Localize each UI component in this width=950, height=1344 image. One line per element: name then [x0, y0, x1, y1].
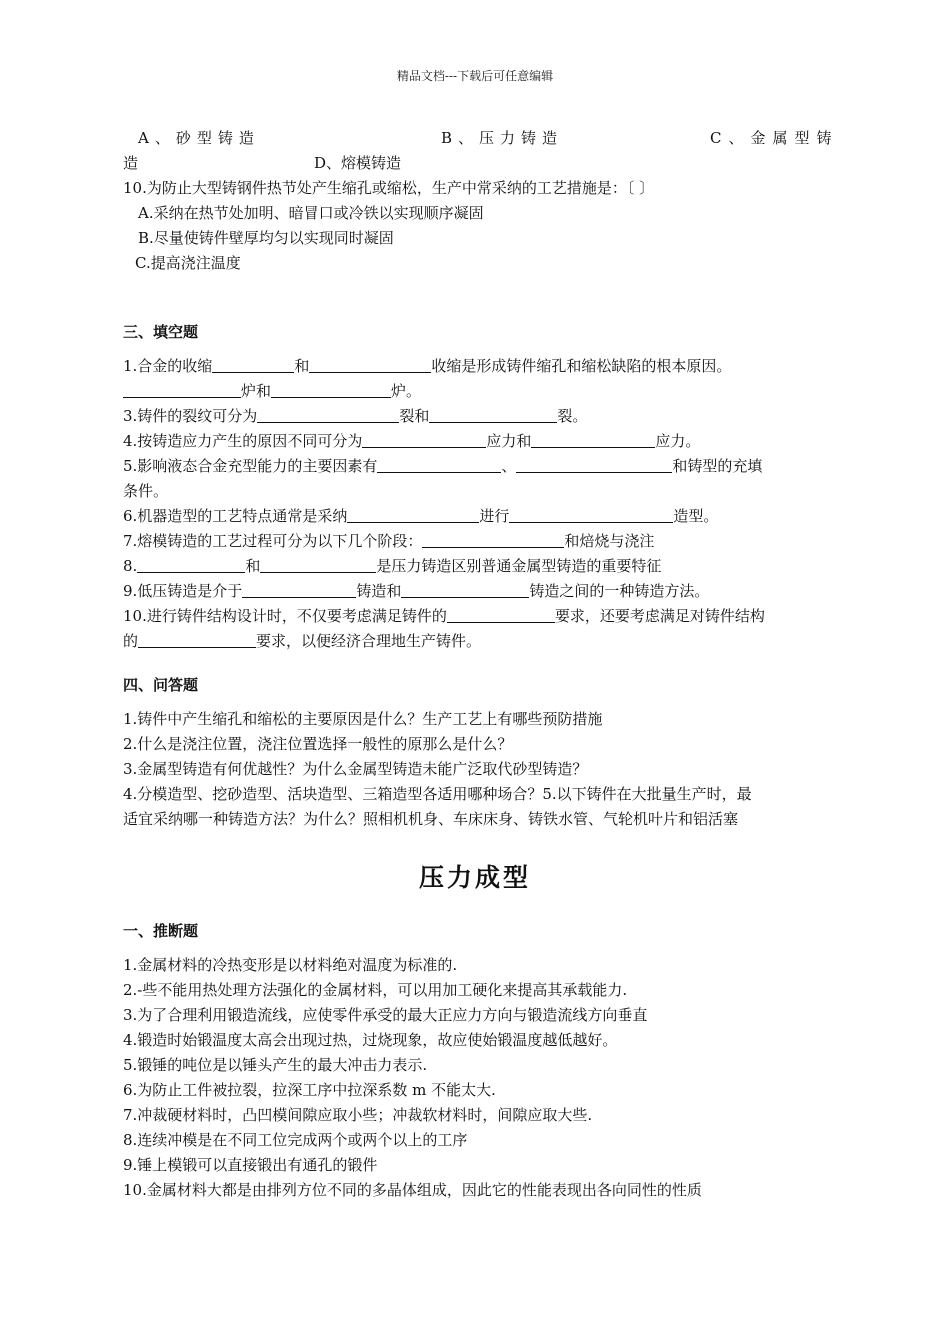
q10-option-c: C.提高浇注温度	[135, 254, 241, 272]
fill-2-text-b: 炉。	[391, 382, 422, 400]
fill-10-text-b: 要求，还要考虑满足对铸件结构	[554, 607, 765, 625]
fill-4-text-a: 4.按铸造应力产生的原因不同可分为	[123, 432, 363, 450]
fill-10-text-a: 10.进行铸件结构设计时，不仅要考虑满足铸件的	[123, 607, 447, 625]
fill-line-6	[123, 506, 831, 526]
fill-line-7	[123, 531, 831, 551]
option-b: B、压力铸造	[441, 129, 564, 147]
fill-5-text-b: 、	[501, 457, 517, 475]
blank	[362, 432, 486, 448]
fill-line-10	[123, 606, 831, 626]
fill-line-1	[123, 356, 831, 376]
blank	[509, 507, 673, 523]
fill-6-text-a: 6.机器造型的工艺特点通常是采纳	[123, 507, 348, 525]
qa-line-4: 4.分模造型、挖砂造型、活块造型、三箱造型各适用哪种场合？5.以下铸件在大批量生产时，最	[123, 785, 752, 803]
qa-heading: 四、问答题	[123, 676, 199, 694]
judge-heading: 一、推断题	[123, 922, 199, 940]
fill-6-text-c: 造型。	[673, 507, 719, 525]
fill-10-text-d: 要求，以便经济合理地生产铸件。	[256, 632, 482, 650]
judge-item: 9.锤上模锻可以直接锻出有通孔的锻件	[123, 1156, 378, 1174]
blank	[257, 407, 399, 423]
fill-3-text-b: 裂和	[399, 407, 430, 425]
fill-5-text-a: 5.影响液态合金充型能力的主要因素有	[123, 457, 378, 475]
qa-line-3: 3.金属型铸造有何优越性？为什么金属型铸造未能广泛取代砂型铸造？	[123, 760, 588, 778]
fill-7-text-a: 7.熔模铸造的工艺过程可分为以下几个阶段：	[123, 532, 423, 550]
option-c-continued: 造	[123, 154, 139, 172]
blank	[271, 382, 391, 398]
blank	[422, 532, 564, 548]
fill-line-5-cont: 条件。	[123, 482, 169, 500]
blank	[429, 407, 557, 423]
blank	[137, 557, 245, 573]
blank	[401, 582, 529, 598]
option-c: C、金属型铸	[710, 129, 839, 147]
judge-item: 8.连续冲模是在不同工位完成两个或两个以上的工序	[123, 1131, 468, 1149]
qa-line-2: 2.什么是浇注位置，浇注位置选择一般性的原那么是什么？	[123, 735, 513, 753]
fill-heading: 三、填空题	[123, 323, 199, 341]
q10-option-b: B.尽量使铸件壁厚均匀以实现同时凝固	[138, 229, 394, 247]
judge-item: 3.为了合理利用锻造流线，应使零件承受的最大正应力方向与锻造流线方向垂直	[123, 1006, 648, 1024]
fill-8-text-a: 8.	[123, 557, 138, 575]
blank	[347, 507, 479, 523]
option-d: D、熔模铸造	[314, 154, 402, 172]
blank	[377, 457, 501, 473]
fill-line-5	[123, 456, 831, 476]
fill-8-text-b: 和	[245, 557, 261, 575]
judge-item: 7.冲裁硬材料时，凸凹模间隙应取小些；冲裁软材料时，间隙应取大些.	[123, 1106, 593, 1124]
fill-8-text-c: 是压力铸造区别普通金属型铸造的重要特征	[376, 557, 662, 575]
fill-line-3	[123, 406, 831, 426]
blank	[138, 632, 256, 648]
blank	[309, 357, 431, 373]
fill-line-9	[123, 581, 831, 601]
fill-line-2	[123, 381, 831, 401]
blank	[212, 357, 294, 373]
judge-item: 1.金属材料的冷热变形是以材料绝对温度为标准的.	[123, 956, 458, 974]
fill-line-10-cont	[123, 631, 831, 651]
blank	[123, 382, 241, 398]
fill-9-text-c: 铸造之间的一种铸造方法。	[529, 582, 710, 600]
fill-5-text-c: 和铸型的充填	[672, 457, 763, 475]
fill-9-text-b: 铸造和	[356, 582, 402, 600]
blank	[260, 557, 376, 573]
fill-1-text-a: 1.合金的收缩	[123, 357, 213, 375]
qa-line-1: 1.铸件中产生缩孔和缩松的主要原因是什么？生产工艺上有哪些预防措施	[123, 710, 603, 728]
fill-3-text-c: 裂。	[557, 407, 588, 425]
page-header: 精品文档---下载后可任意编辑	[396, 69, 554, 83]
judge-item: 5.锻锤的吨位是以锤头产生的最大冲击力表示.	[123, 1056, 428, 1074]
fill-7-text-b: 和焙烧与浇注	[564, 532, 655, 550]
fill-4-text-b: 应力和	[486, 432, 532, 450]
option-a: A、砂型铸造	[138, 129, 260, 147]
q10-option-a: A.采纳在热节处加明、暗冒口或冷铁以实现顺序凝固	[138, 204, 484, 222]
fill-line-4	[123, 431, 831, 451]
section-title: 压力成型	[418, 863, 531, 892]
blank	[447, 607, 555, 623]
judge-item: 4.锻造时始锻温度太高会出现过热，过烧现象，故应使始锻温度越低越好。	[123, 1031, 618, 1049]
blank	[242, 582, 356, 598]
blank	[531, 432, 655, 448]
fill-4-text-c: 应力。	[655, 432, 701, 450]
fill-line-8	[123, 556, 831, 576]
fill-3-text-a: 3.铸件的裂纹可分为	[123, 407, 258, 425]
fill-1-text-c: 收缩是形成铸件缩孔和缩松缺陷的根本原因。	[431, 357, 732, 375]
judge-item: 10.金属材料大都是由排列方位不同的多晶体组成，因此它的性能表现出各向同性的性质	[123, 1181, 702, 1199]
qa-line-5: 适宜采纳哪一种铸造方法？为什么？照相机机身、车床床身、铸铁水管、气轮机叶片和铝活塞	[123, 810, 739, 828]
q10-stem: 10.为防止大型铸钢件热节处产生缩孔或缩松，生产中常采纳的工艺措施是：〔 〕	[123, 179, 655, 197]
judge-item: 2.-些不能用热处理方法强化的金属材料，可以用加工硬化来提高其承载能力.	[123, 981, 628, 999]
fill-2-text-a: 炉和	[241, 382, 272, 400]
fill-9-text-a: 9.低压铸造是介于	[123, 582, 243, 600]
blank	[516, 457, 672, 473]
fill-6-text-b: 进行	[479, 507, 510, 525]
fill-10-text-c: 的	[123, 632, 139, 650]
judge-item: 6.为防止工件被拉裂，拉深工序中拉深系数 m 不能太大.	[123, 1081, 496, 1099]
fill-1-text-b: 和	[294, 357, 310, 375]
